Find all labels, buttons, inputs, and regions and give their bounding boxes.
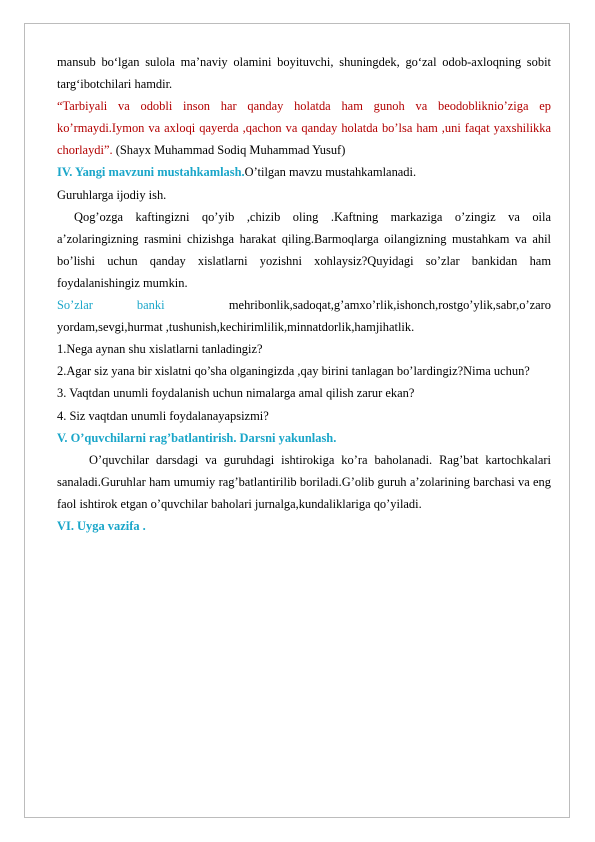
group-task-line: Guruhlarga ijodiy ish. [57, 187, 167, 202]
quote-author: (Shayx Muhammad Sodiq Muhammad Yusuf) [112, 143, 346, 158]
section5-heading: V. O’quvchilarni rag’batlantirish. Darsni yakunlash. [57, 430, 337, 445]
question-1: 1.Nega aynan shu xislatlarni tanladingiz? [57, 342, 263, 357]
question-4: 4. Siz vaqtdan unumli foydalanayapsizmi? [57, 408, 269, 423]
word-bank-label-2: banki [136, 298, 165, 313]
word-bank-paragraph [57, 294, 551, 338]
section6-heading: VI. Uyga vazifa . [57, 518, 146, 533]
section4-heading: IV. Yangi mavzuni mustahkamlash. [57, 165, 245, 180]
question-2: 2.Agar siz yana bir xislatni qo’sha olganingizda ,qay birini tanlagan bo’lardingiz?Nima uchun? [57, 364, 530, 379]
document-body [57, 51, 551, 537]
word-bank-words: mehribonlik,sadoqat,g’amxo’rlik,ishonch,rostgo’ylik,sabr,o’zaro yordam,sevgi,hurmat ,tushunish,kechirimlilik,minnatdorlik,hamjihatlik. [57, 298, 551, 335]
quote-paragraph [57, 95, 551, 161]
task-paragraph: Qog’ozga kaftingizni qo’yib ,chizib oling .Kaftning markaziga o’zingiz va oila a’zolaringizning rasmini chizishga harakat qiling.Barmoqlarga oilangizning mustahkam va ahil bo’lishi uchun qanday xislatlarni yozishni xohlaysiz?Quyidagi so’zlar bankidan ham foydalanishingiz mumkin. [57, 209, 551, 290]
quote-text: “Tarbiyali va odobli inson har qanday holatda ham gunoh va beodobliknio’ziga ep ko’rmaydi.Iymon va axloqi qayerda ,qachon va qanday holatda bo’lsa ham ,uni faqat yaxshilikka chorlaydi”. [57, 99, 551, 158]
section4-heading-line [57, 161, 551, 183]
section4-heading-tail: O’tilgan mavzu mustahkamlanadi. [244, 165, 417, 180]
word-bank-label-1: So’zlar [57, 298, 93, 313]
question-3: 3. Vaqtdan unumli foydalanish uchun nimalarga amal qilish zarur ekan? [57, 386, 415, 401]
paragraph-intro: mansub bo‘lgan sulola ma’naviy olamini boyituvchi, shuningdek, go‘zal odob-axloqning sobit targ‘ibotchilari hamdir. [57, 55, 551, 92]
section5-paragraph: O’quvchilar darsdagi va guruhdagi ishtirokiga ko’ra baholanadi. Rag’bat kartochkalari sanaladi.Guruhlar ham umumiy rag’batlantirilib boriladi.G’olib guruh a’zolarining barchasi va eng faol ishtirok etgan o’quvchilar baholari jurnalga,kundaliklariga qo’yiladi. [57, 452, 551, 511]
